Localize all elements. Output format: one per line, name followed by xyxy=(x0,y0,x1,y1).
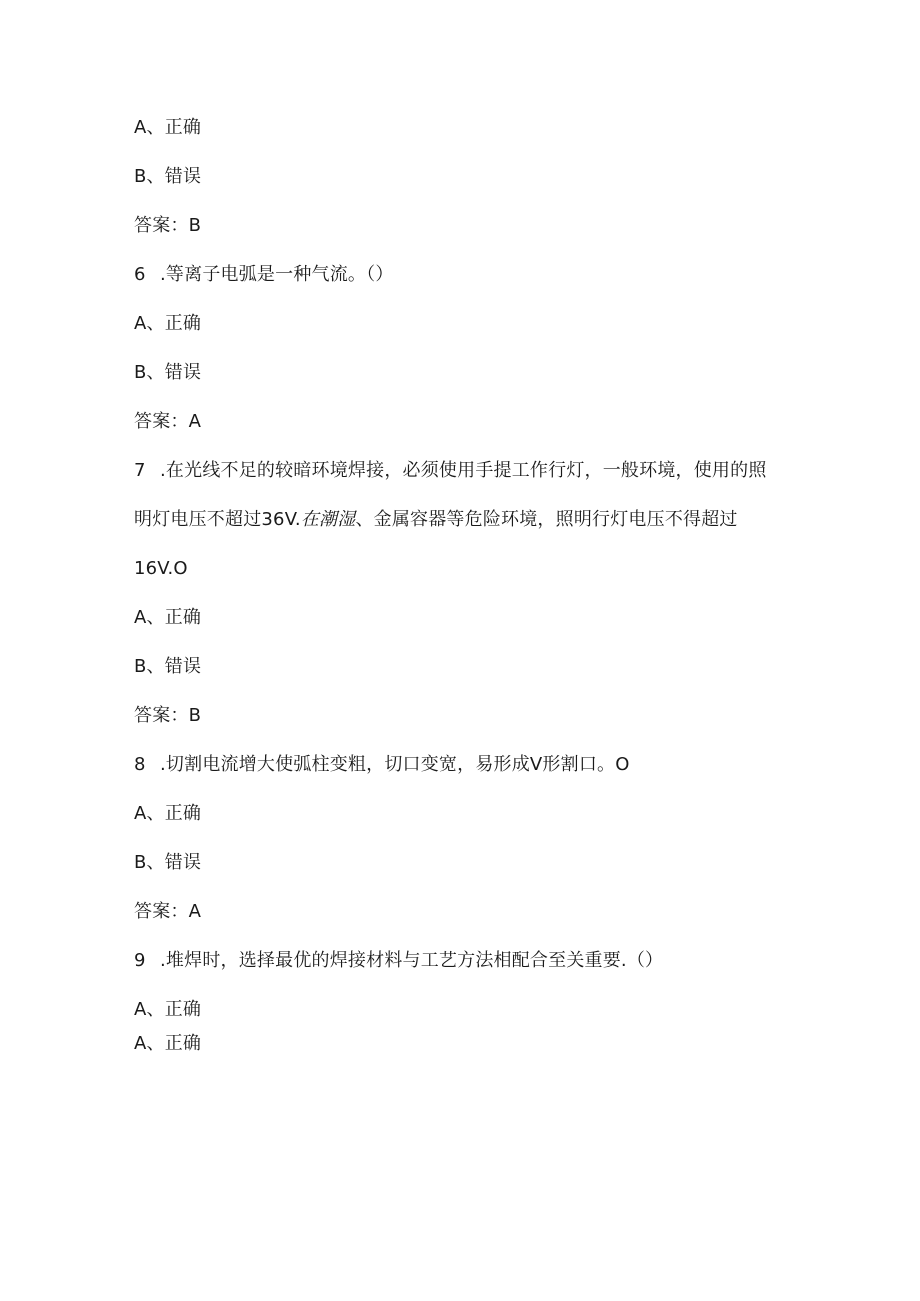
question-number: 6 xyxy=(134,264,146,285)
answer-q7: 答案：B xyxy=(134,705,202,726)
question-8 xyxy=(134,754,630,776)
option-a-q5: A、正确 xyxy=(134,117,202,138)
question-text: .等离子电弧是一种气流。（） xyxy=(160,264,394,285)
question-number: 7 xyxy=(134,460,146,481)
option-a-q9-duplicate: A、正确 xyxy=(134,1033,202,1054)
option-a-q9: A、正确 xyxy=(134,999,202,1020)
option-b-q7: B、错误 xyxy=(134,656,202,677)
question-7 xyxy=(134,460,767,482)
question-6 xyxy=(134,264,394,286)
question-text: .在光线不足的较暗环境焊接，必须使用手提工作行灯，一般环境，使用的照 xyxy=(160,460,767,481)
question-number: 8 xyxy=(134,754,146,775)
option-b-q6: B、错误 xyxy=(134,362,202,383)
option-b-q8: B、错误 xyxy=(134,852,202,873)
question-text: .堆焊时，选择最优的焊接材料与工艺方法相配合至关重要.（） xyxy=(160,950,664,971)
question-text: .切割电流增大使弧柱变粗，切口变宽，易形成V形割口。O xyxy=(160,754,630,775)
question-number: 9 xyxy=(134,950,146,971)
question-7-continuation xyxy=(134,509,738,531)
question-9 xyxy=(134,950,663,972)
option-b-q5: B、错误 xyxy=(134,166,202,187)
question-text-italic-part: 在潮湿 xyxy=(300,509,356,530)
option-a-q6: A、正确 xyxy=(134,313,202,334)
option-a-q8: A、正确 xyxy=(134,803,202,824)
answer-q8: 答案：A xyxy=(134,901,202,922)
answer-q6: 答案：A xyxy=(134,411,202,432)
question-text-part: 、金属容器等危险环境，照明行灯电压不得超过 xyxy=(355,509,738,530)
question-text-part: 明灯电压不超过36V. xyxy=(134,509,301,530)
answer-q5: 答案：B xyxy=(134,215,202,236)
question-7-continuation-2: 16V.O xyxy=(134,558,188,579)
option-a-q7: A、正确 xyxy=(134,607,202,628)
